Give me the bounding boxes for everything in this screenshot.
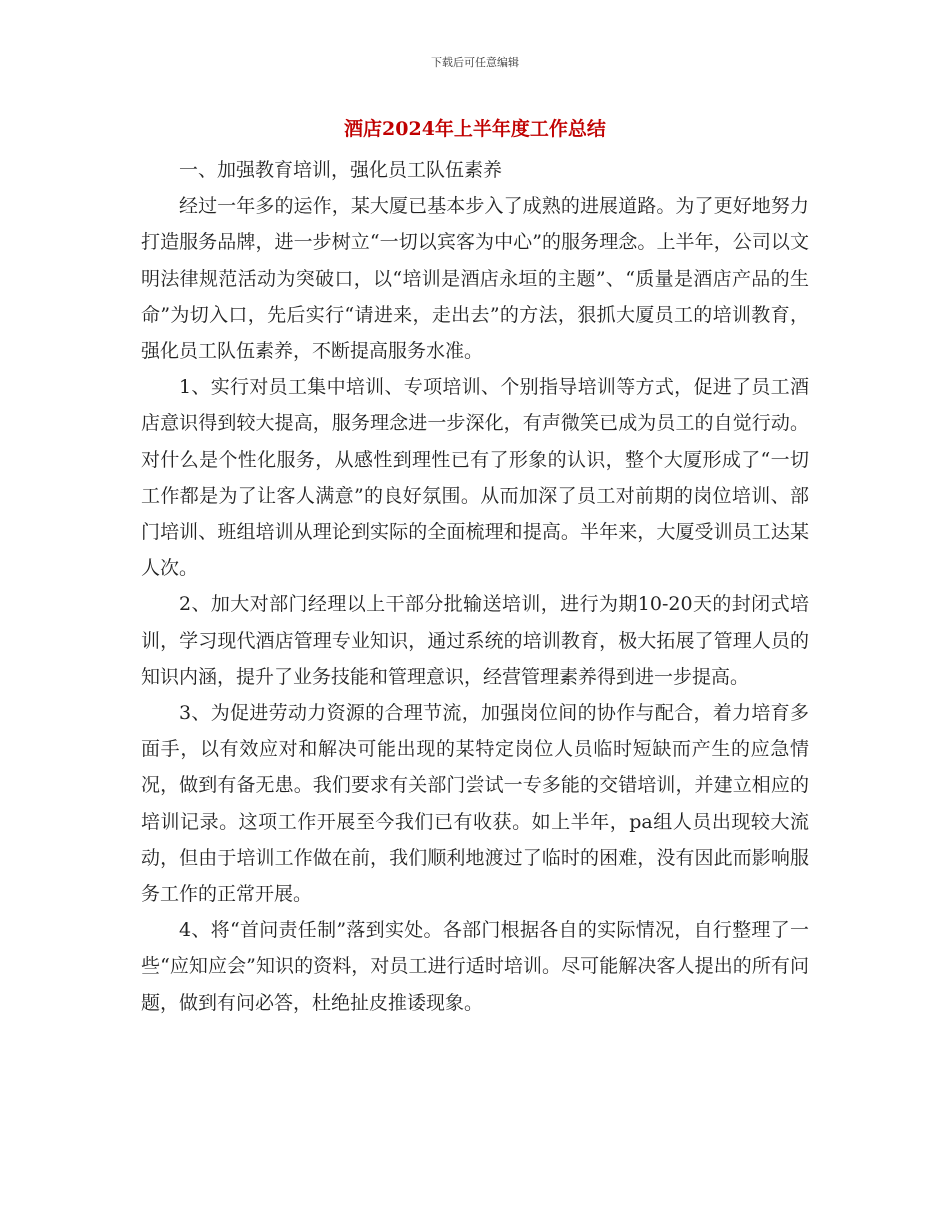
paragraph-item-3: 3、为促进劳动力资源的合理节流，加强岗位间的协作与配合，着力培育多面手，以有效应对和解决可能出现的某特定岗位人员临时短缺而产生的应急情况，做到有备无患。我们要求有关部门尝试一专多能的交错培训，并建立相应的培训记录。这项工作开展至今我们已有收获。如上半年，pa组人员出现较大流动，但由于培训工作做在前，我们顺利地渡过了临时的困难，没有因此而影响服务工作的正常开展。	[141, 702, 809, 906]
paragraph-item-2: 2、加大对部门经理以上干部分批输送培训，进行为期10-20天的封闭式培训，学习现代酒店管理专业知识，通过系统的培训教育，极大拓展了管理人员的知识内涵，提升了业务技能和管理意识，经营管理素养得到进一步提高。	[141, 593, 809, 688]
document-body	[141, 152, 809, 1021]
paragraph-intro: 经过一年多的运作，某大厦已基本步入了成熟的进展道路。为了更好地努力打造服务品牌，进一步树立“一切以宾客为中心”的服务理念。上半年，公司以文明法律规范活动为突破口，以“培训是酒店永垣的主题”、“质量是酒店产品的生命”为切入口，先后实行“请进来，走出去”的方法，狠抓大厦员工的培训教育，强化员工队伍素养，不断提高服务水准。	[141, 195, 809, 363]
document-title: 酒店2024年上半年度工作总结	[344, 118, 606, 140]
section-heading: 一、加强教育培训，强化员工队伍素养	[179, 159, 503, 181]
header-note: 下载后可任意编辑	[431, 56, 519, 69]
paragraph-item-1: 1、实行对员工集中培训、专项培训、个别指导培训等方式，促进了员工酒店意识得到较大提高，服务理念进一步深化，有声微笑已成为员工的自觉行动。对什么是个性化服务，从感性到理性已有了形象的认识，整个大厦形成了“一切工作都是为了让客人满意”的良好氛围。从而加深了员工对前期的岗位培训、部门培训、班组培训从理论到实际的全面梳理和提高。半年来，大厦受训员工达某人次。	[141, 376, 809, 580]
paragraph-item-4: 4、将“首问责任制”落到实处。各部门根据各自的实际情况，自行整理了一些“应知应会”知识的资料，对员工进行适时培训。尽可能解决客人提出的所有问题，做到有问必答，杜绝扯皮推诿现象。	[141, 919, 809, 1014]
